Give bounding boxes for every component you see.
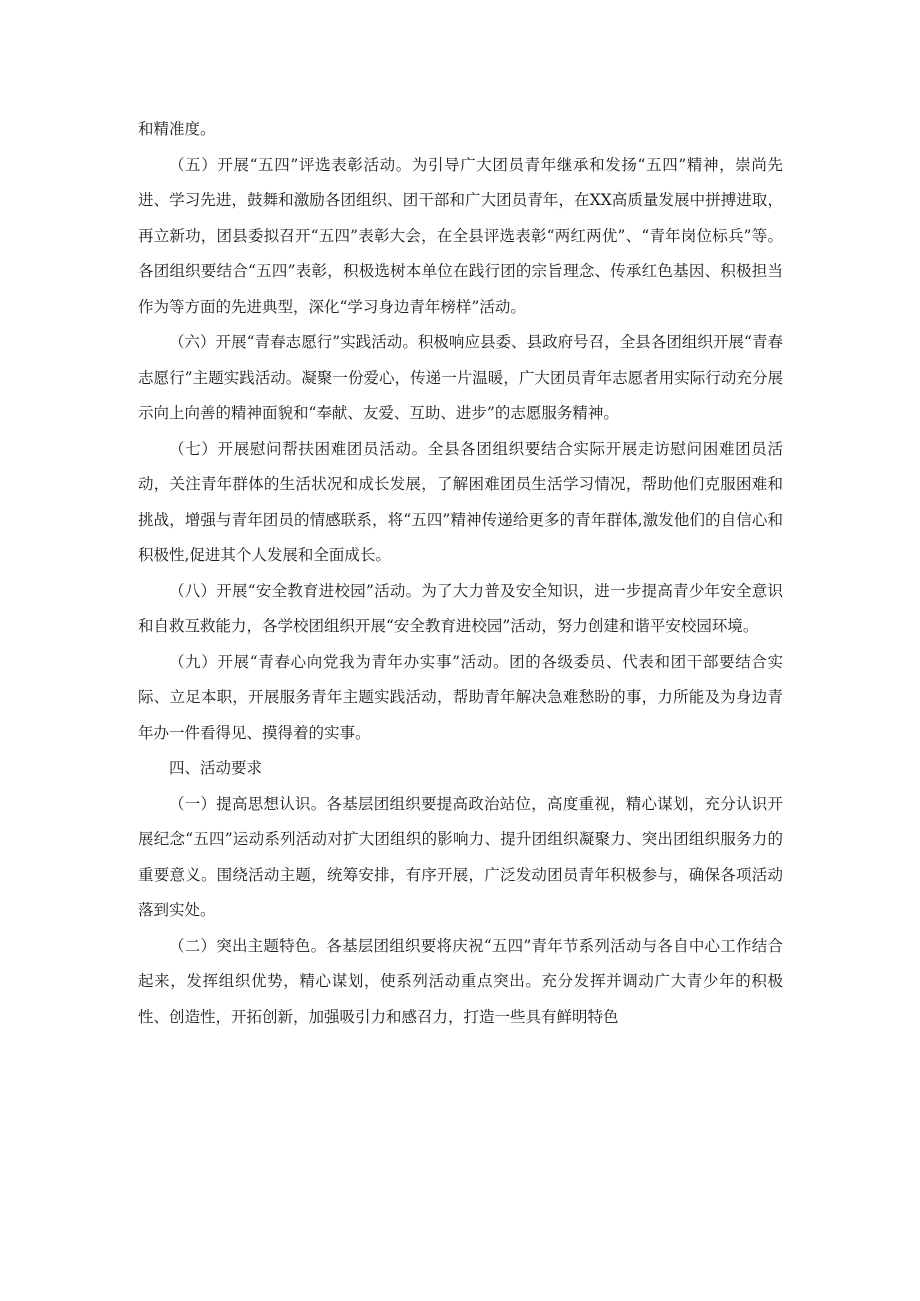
paragraph-item-9: （九）开展“青春心向党我为青年办实事”活动。团的各级委员、代表和团干部要结合实际、立足本职，开展服务青年主题实践活动，帮助青年解决急难愁盼的事，力所能及为身边青年办一件看得见、摸得着的实事。	[138, 652, 783, 742]
paragraph-requirement-1: （一）提高思想认识。各基层团组织要提高政治站位，高度重视，精心谋划，充分认识开展纪念“五四”运动系列活动对扩大团组织的影响力、提升团组织凝聚力、突出团组织服务力的重要意义。围绕活动主题，统筹安排，有序开展，广泛发动团员青年积极参与，确保各项活动落到实处。	[138, 794, 783, 919]
paragraph-item-5: （五）开展“五四”评选表彰活动。为引导广大团员青年继承和发扬“五四”精神，崇尚先进、学习先进，鼓舞和激励各团组织、团干部和广大团员青年，在XX高质量发展中拼搏进取，再立新功，团县委拟召开“五四”表彰大会，在全县评选表彰“两红两优”、“青年岗位标兵”等。各团组织要结合“五四”表彰，积极选树本单位在践行团的宗旨理念、传承红色基因、积极担当作为等方面的先进典型，深化“学习身边青年榜样”活动。	[138, 155, 783, 316]
section-heading-requirements: 四、活动要求	[169, 759, 263, 777]
paragraph-continuation: 和精准度。	[138, 120, 216, 138]
paragraph-item-8: （八）开展“安全教育进校园”活动。为了大力普及安全知识，进一步提高青少年安全意识和自救互救能力，各学校团组织开展“安全教育进校园”活动，努力创建和谐平安校园环境。	[138, 581, 783, 635]
document-body	[138, 112, 783, 1035]
paragraph-requirement-2: （二）突出主题特色。各基层团组织要将庆祝“五四”青年节系列活动与各自中心工作结合起来，发挥组织优势，精心谋划，使系列活动重点突出。充分发挥并调动广大青少年的积极性、创造性，开拓创新，加强吸引力和感召力，打造一些具有鲜明特色	[138, 936, 783, 1026]
paragraph-item-6: （六）开展“青春志愿行”实践活动。积极响应县委、县政府号召，全县各团组织开展“青春志愿行”主题实践活动。凝聚一份爱心，传递一片温暖，广大团员青年志愿者用实际行动充分展示向上向善的精神面貌和“奉献、友爱、互助、进步”的志愿服务精神。	[138, 333, 783, 422]
paragraph-item-7: （七）开展慰问帮扶困难团员活动。全县各团组织要结合实际开展走访慰问困难团员活动，关注青年群体的生活状况和成长发展，了解困难团员生活学习情况，帮助他们克服困难和挑战，增强与青年团员的情感联系，将“五四”精神传递给更多的青年群体,激发他们的自信心和积极性,促进其个人发展和全面成长。	[138, 439, 783, 564]
